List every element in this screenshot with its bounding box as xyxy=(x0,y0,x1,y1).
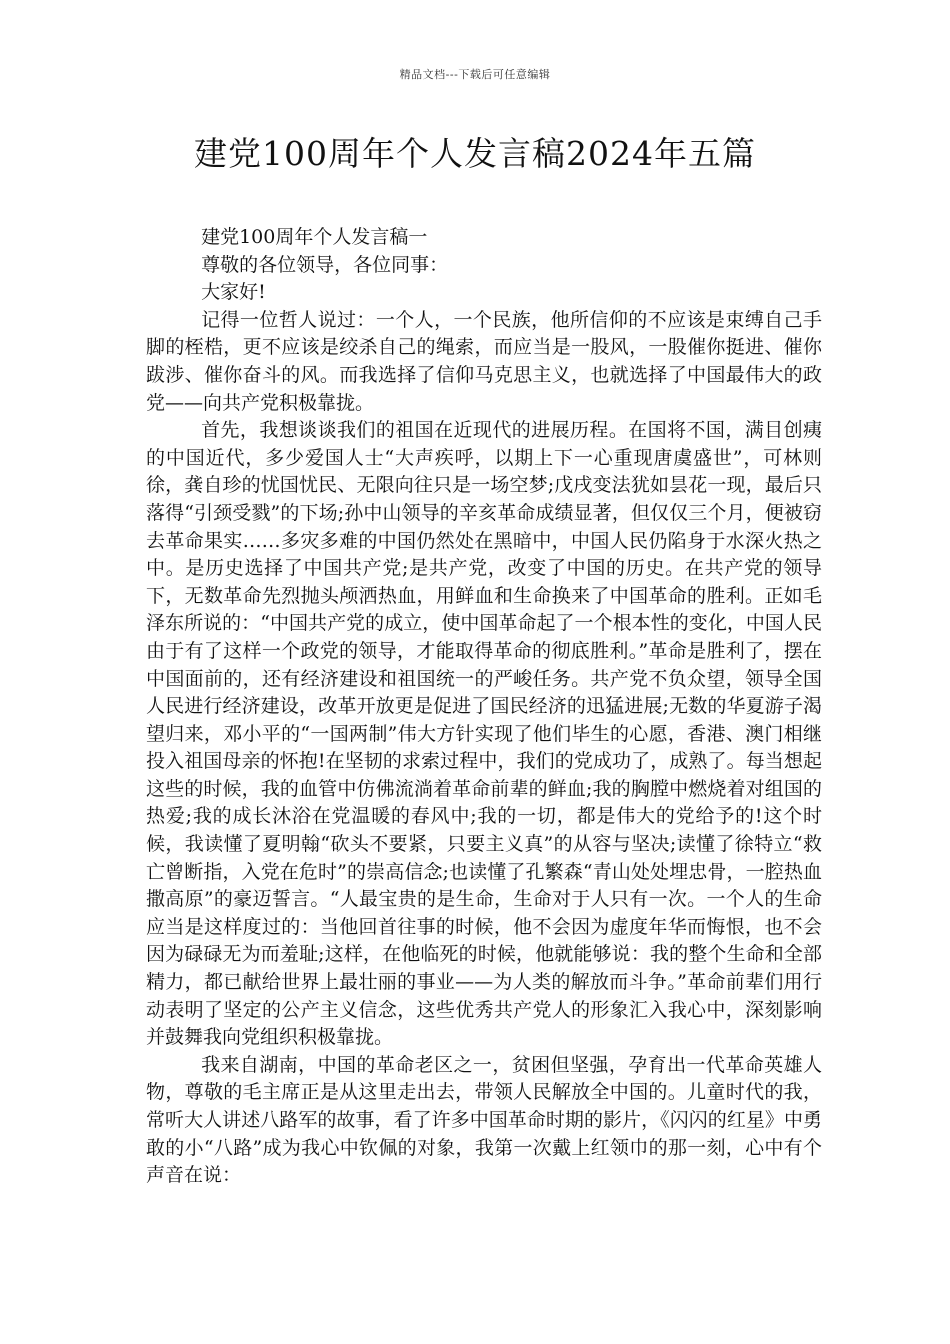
paragraph-1: 记得一位哲人说过：一个人，一个民族，他所信仰的不应该是束缚自己手脚的桎梏，更不应该是绞杀自己的绳索，而应当是一股风，一股催你挺进、催你跋涉、催你奋斗的风。而我选择了信仰马克思主义，也就选择了中国最伟大的政党——向共产党积极靠拢。 xyxy=(146,308,822,414)
header-note: 精品文档---下载后可任意编辑 xyxy=(399,68,551,81)
subtitle: 建党100周年个人发言稿一 xyxy=(201,226,428,248)
document-title: 建党100周年个人发言稿2024年五篇 xyxy=(194,134,756,173)
document-body xyxy=(146,224,822,1190)
paragraph-2: 首先，我想谈谈我们的祖国在近现代的进展历程。在国将不国，满目创痍的中国近代，多少爱国人士“大声疾呼，以期上下一心重现唐虞盛世”，可林则徐，龚自珍的忧国忧民、无限向往只是一场空梦;戊戌变法犹如昙花一现，最后只落得“引颈受戮”的下场;孙中山领导的辛亥革命成绩显著，但仅仅三个月，便被窃去革命果实……多灾多难的中国仍然处在黑暗中，中国人民仍陷身于水深火热之中。是历史选择了中国共产党;是共产党，改变了中国的历史。在共产党的领导下，无数革命先烈抛头颅洒热血，用鲜血和生命换来了中国革命的胜利。正如毛泽东所说的：“中国共产党的成立，使中国革命起了一个根本性的变化，中国人民由于有了这样一个政党的领导，才能取得革命的彻底胜利。”革命是胜利了，摆在中国面前的，还有经济建设和祖国统一的严峻任务。共产党不负众望，领导全国人民进行经济建设，改革开放更是促进了国民经济的迅猛进展;无数的华夏游子渴望归来，邓小平的“一国两制”伟大方针实现了他们毕生的心愿，香港、澳门相继投入祖国母亲的怀抱!在坚韧的求索过程中，我们的党成功了，成熟了。每当想起这些的时候，我的血管中仿佛流淌着革命前辈的鲜血;我的胸膛中燃烧着对组国的热爱;我的成长沐浴在党温暖的春风中;我的一切，都是伟大的党给予的!这个时候，我读懂了夏明翰“砍头不要紧，只要主义真”的从容与坚决;读懂了徐特立“救亡曾断指，入党在危时”的崇高信念;也读懂了孔繁森“青山处处埋忠骨，一腔热血撒高原”的豪迈誓言。“人最宝贵的是生命，生命对于人只有一次。一个人的生命应当是这样度过的：当他回首往事的时候，他不会因为虚度年华而悔恨，也不会因为碌碌无为而羞耻;这样，在他临死的时候，他就能够说：我的整个生命和全部精力，都已献给世界上最壮丽的事业——为人类的解放而斗争。”革命前辈们用行动表明了坚定的公产主义信念，这些优秀共产党人的形象汇入我心中，深刻影响并鼓舞我向党组织积极靠拢。 xyxy=(146,419,822,1049)
salutation: 尊敬的各位领导，各位同事： xyxy=(201,253,449,276)
greeting: 大家好! xyxy=(201,281,266,304)
paragraph-3: 我来自湖南，中国的革命老区之一，贫困但坚强，孕育出一代革命英雄人物，尊敬的毛主席正是从这里走出去，带领人民解放全中国的。儿童时代的我，常听大人讲述八路军的故事，看了许多中国革命时期的影片，《闪闪的红星》中勇敢的小“八路”成为我心中钦佩的对象，我第一次戴上红领巾的那一刻，心中有个声音在说： xyxy=(146,1053,822,1187)
